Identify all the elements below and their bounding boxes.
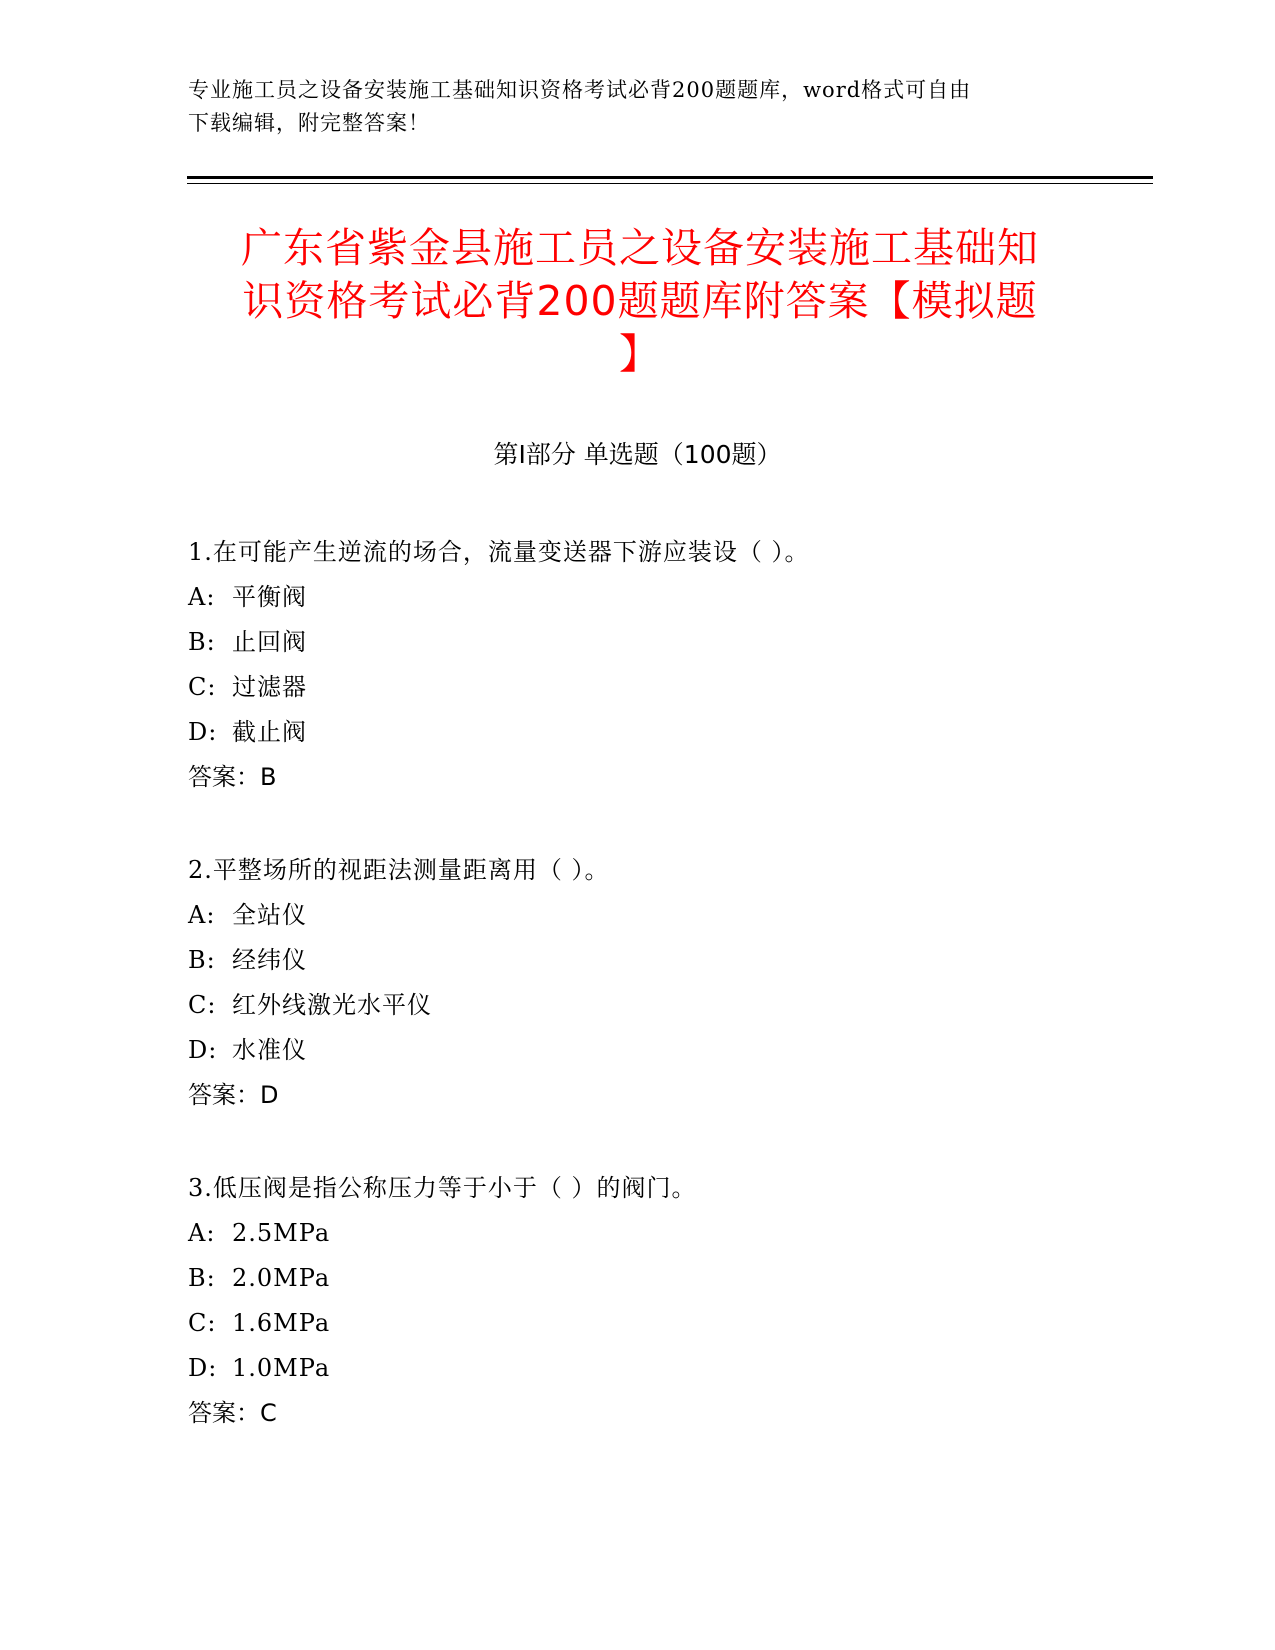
question-stem: 2.平整场所的视距法测量距离用（ ）。 bbox=[188, 856, 610, 884]
answer: 答案：D bbox=[188, 1081, 279, 1109]
document-title bbox=[190, 222, 1090, 381]
header-divider-thin bbox=[187, 183, 1153, 184]
answer: 答案：B bbox=[188, 763, 277, 791]
question-1 bbox=[188, 530, 1148, 800]
question-stem: 3.低压阀是指公称压力等于小于（ ）的阀门。 bbox=[188, 1174, 697, 1202]
header-note bbox=[188, 74, 1088, 140]
option-letter: B: bbox=[188, 946, 216, 974]
document-title-line: 广东省紫金县施工员之设备安装施工基础知 bbox=[241, 224, 1039, 272]
option-letter: B: bbox=[188, 628, 216, 656]
option-b bbox=[188, 1256, 1148, 1301]
option-text: 红外线激光水平仪 bbox=[232, 991, 432, 1019]
option-c bbox=[188, 665, 1148, 710]
header-note-line: 下载编辑，附完整答案！ bbox=[188, 111, 430, 135]
option-letter: D: bbox=[188, 1354, 218, 1382]
option-letter: C: bbox=[188, 1309, 217, 1337]
option-text: 过滤器 bbox=[232, 673, 307, 701]
option-text: 止回阀 bbox=[232, 628, 307, 656]
option-b bbox=[188, 938, 1148, 983]
option-a bbox=[188, 1211, 1148, 1256]
option-text: 1.0MPa bbox=[232, 1354, 331, 1382]
option-c bbox=[188, 1301, 1148, 1346]
option-text: 全站仪 bbox=[232, 901, 307, 929]
option-letter: D: bbox=[188, 1036, 218, 1064]
option-a bbox=[188, 893, 1148, 938]
question-3 bbox=[188, 1166, 1148, 1436]
option-d bbox=[188, 1346, 1148, 1391]
document-title-line: 识资格考试必背200题题库附答案【模拟题 bbox=[242, 277, 1038, 325]
option-text: 2.0MPa bbox=[232, 1264, 331, 1292]
question-stem: 1.在可能产生逆流的场合，流量变送器下游应装设（ ）。 bbox=[188, 538, 810, 566]
option-b bbox=[188, 620, 1148, 665]
option-a bbox=[188, 575, 1148, 620]
section-heading: 第Ⅰ部分 单选题（100题） bbox=[493, 440, 782, 469]
option-letter: B: bbox=[188, 1264, 216, 1292]
option-d bbox=[188, 1028, 1148, 1073]
option-d bbox=[188, 710, 1148, 755]
option-letter: A: bbox=[188, 583, 216, 611]
answer: 答案：C bbox=[188, 1399, 277, 1427]
option-c bbox=[188, 983, 1148, 1028]
option-letter: D: bbox=[188, 718, 218, 746]
option-text: 1.6MPa bbox=[232, 1309, 331, 1337]
option-letter: A: bbox=[188, 901, 216, 929]
header-divider-thick bbox=[187, 176, 1153, 179]
question-2 bbox=[188, 848, 1148, 1118]
option-letter: A: bbox=[188, 1219, 216, 1247]
document-title-line: 】 bbox=[619, 330, 661, 378]
option-text: 2.5MPa bbox=[232, 1219, 331, 1247]
option-text: 水准仪 bbox=[232, 1036, 307, 1064]
option-text: 截止阀 bbox=[232, 718, 307, 746]
option-text: 平衡阀 bbox=[232, 583, 307, 611]
option-text: 经纬仪 bbox=[232, 946, 307, 974]
header-note-line: 专业施工员之设备安装施工基础知识资格考试必背200题题库，word格式可自由 bbox=[188, 78, 972, 102]
option-letter: C: bbox=[188, 673, 217, 701]
option-letter: C: bbox=[188, 991, 217, 1019]
